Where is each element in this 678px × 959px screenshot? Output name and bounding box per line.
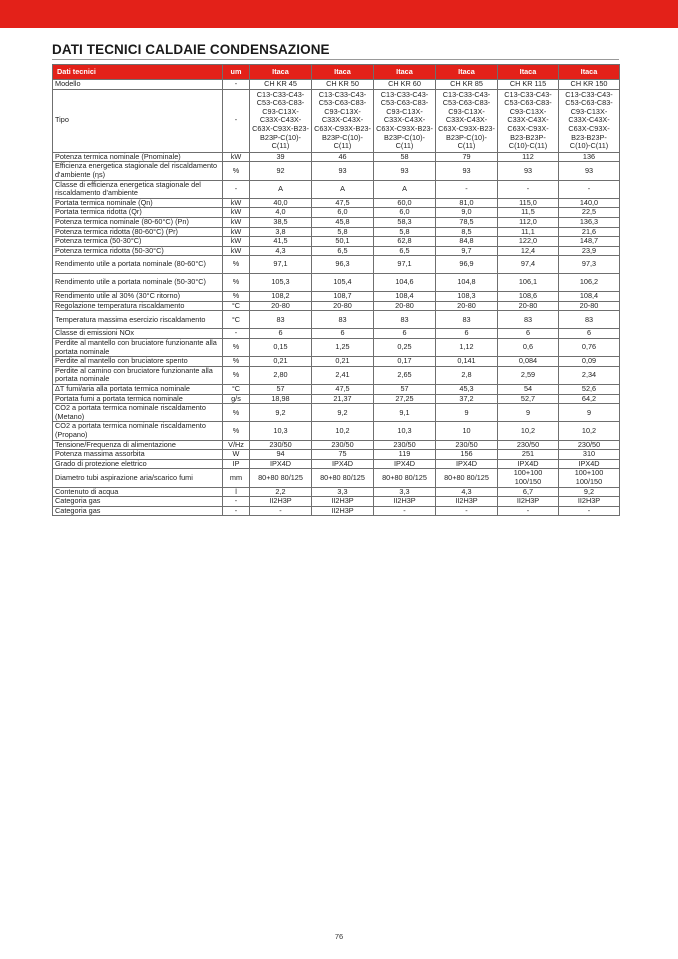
- table-row: [53, 404, 620, 422]
- row-value: IPX4D: [250, 459, 312, 469]
- row-value: 2,2: [250, 487, 312, 497]
- row-value: 251: [498, 450, 559, 460]
- row-value: 58: [374, 152, 436, 162]
- row-value: 106,1: [498, 274, 559, 292]
- row-value: 58,3: [374, 217, 436, 227]
- row-value: 96,3: [312, 256, 374, 274]
- row-unit: -: [223, 329, 250, 339]
- row-value: 83: [498, 311, 559, 329]
- row-value: 84,8: [436, 237, 498, 247]
- row-label: Portata termica nominale (Qn): [53, 198, 223, 208]
- row-value: 92: [250, 162, 312, 180]
- row-value: IPX4D: [436, 459, 498, 469]
- row-value: 9,1: [374, 404, 436, 422]
- row-value: 3,3: [374, 487, 436, 497]
- row-value: 5,8: [312, 227, 374, 237]
- row-value: 46: [312, 152, 374, 162]
- row-label: Perdite al mantello con bruciatore funzionante alla portata nominale: [53, 339, 223, 357]
- row-value: IPX4D: [374, 459, 436, 469]
- table-row: [53, 450, 620, 460]
- row-label: CO2 a portata termica nominale riscaldamento (Metano): [53, 404, 223, 422]
- table-row: [53, 237, 620, 247]
- row-label: Classe di emissioni NOx: [53, 329, 223, 339]
- row-value: 0,6: [498, 339, 559, 357]
- table-row: [53, 311, 620, 329]
- row-value: 93: [312, 162, 374, 180]
- row-label: Potenza termica ridotta (80-60°C) (Pr): [53, 227, 223, 237]
- header-cell-model: Itaca: [498, 65, 559, 80]
- row-value: 9: [559, 404, 620, 422]
- row-value: 105,3: [250, 274, 312, 292]
- row-value: 100+100 100/150: [559, 469, 620, 487]
- row-unit: %: [223, 357, 250, 367]
- row-value: -: [559, 506, 620, 516]
- row-value: 2,8: [436, 366, 498, 384]
- table-row: [53, 208, 620, 218]
- header-cell-model: Itaca: [436, 65, 498, 80]
- row-value: 9,2: [559, 487, 620, 497]
- table-row: [53, 366, 620, 384]
- row-unit: -: [223, 89, 250, 152]
- row-value: 230/50: [559, 440, 620, 450]
- row-value: 9: [436, 404, 498, 422]
- row-value: 3,3: [312, 487, 374, 497]
- row-value: 41,5: [250, 237, 312, 247]
- row-value: 112: [498, 152, 559, 162]
- row-label: Potenza massima assorbita: [53, 450, 223, 460]
- row-unit: %: [223, 422, 250, 440]
- row-value: 20-80: [498, 301, 559, 311]
- row-value: 6: [559, 329, 620, 339]
- row-unit: mm: [223, 469, 250, 487]
- row-label: Perdite al mantello con bruciatore spento: [53, 357, 223, 367]
- row-value: 21,6: [559, 227, 620, 237]
- table-row: [53, 469, 620, 487]
- row-value: -: [436, 180, 498, 198]
- row-unit: W: [223, 450, 250, 460]
- table-row: [53, 301, 620, 311]
- row-value: 38,5: [250, 217, 312, 227]
- row-value: 6: [374, 329, 436, 339]
- row-label: Potenza termica nominale (Pnominale): [53, 152, 223, 162]
- row-value: 20-80: [250, 301, 312, 311]
- row-value: 106,2: [559, 274, 620, 292]
- row-value: -: [559, 180, 620, 198]
- row-value: 104,6: [374, 274, 436, 292]
- row-value: 20-80: [559, 301, 620, 311]
- row-value: 81,0: [436, 198, 498, 208]
- table-row: [53, 180, 620, 198]
- row-value: II2H3P: [312, 497, 374, 507]
- row-label: CO2 a portata termica nominale riscaldamento (Propano): [53, 422, 223, 440]
- row-value: 45,3: [436, 385, 498, 395]
- row-value: 83: [250, 311, 312, 329]
- header-cell-label: Dati tecnici: [53, 65, 223, 80]
- row-value: A: [312, 180, 374, 198]
- row-value: A: [250, 180, 312, 198]
- row-value: C13-C33-C43-C53-C63-C83-C93-C13X-C33X-C43X-C63X-C93X-B23-B23P-C(10)-C(11): [312, 89, 374, 152]
- row-value: 80+80 80/125: [312, 469, 374, 487]
- row-value: C13-C33-C43-C53-C63-C83-C93-C13X-C33X-C43X-C63X-C93X-B23-B23P-C(10)-C(11): [498, 89, 559, 152]
- row-value: CH KR 85: [436, 80, 498, 90]
- row-value: 27,25: [374, 394, 436, 404]
- row-value: 136: [559, 152, 620, 162]
- row-value: 20-80: [436, 301, 498, 311]
- row-value: CH KR 115: [498, 80, 559, 90]
- row-value: 47,5: [312, 385, 374, 395]
- row-value: 8,5: [436, 227, 498, 237]
- row-value: 93: [436, 162, 498, 180]
- table-row: [53, 385, 620, 395]
- row-value: 80+80 80/125: [374, 469, 436, 487]
- header-cell-unit: um: [223, 65, 250, 80]
- row-value: II2H3P: [436, 497, 498, 507]
- table-row: [53, 292, 620, 302]
- row-value: 11,5: [498, 208, 559, 218]
- row-label: Perdite al camino con bruciatore funzionante alla portata nominale: [53, 366, 223, 384]
- row-value: 45,8: [312, 217, 374, 227]
- table-row: [53, 422, 620, 440]
- row-value: II2H3P: [559, 497, 620, 507]
- row-value: -: [498, 506, 559, 516]
- row-value: 4,3: [436, 487, 498, 497]
- row-value: 6: [312, 329, 374, 339]
- row-value: CH KR 45: [250, 80, 312, 90]
- row-label: Efficienza energetica stagionale del riscaldamento d'ambiente (ηs): [53, 162, 223, 180]
- row-value: 6,0: [374, 208, 436, 218]
- row-value: 10,2: [559, 422, 620, 440]
- row-label: Categoria gas: [53, 497, 223, 507]
- row-unit: kW: [223, 237, 250, 247]
- row-label: Portata fumi a portata termica nominale: [53, 394, 223, 404]
- row-value: 6: [250, 329, 312, 339]
- row-value: C13-C33-C43-C53-C63-C83-C93-C13X-C33X-C43X-C63X-C93X-B23-B23P-C(10)-C(11): [559, 89, 620, 152]
- row-unit: kW: [223, 198, 250, 208]
- row-label: ΔT fumi/aria alla portata termica nominale: [53, 385, 223, 395]
- row-value: 47,5: [312, 198, 374, 208]
- row-value: 62,8: [374, 237, 436, 247]
- row-value: 140,0: [559, 198, 620, 208]
- row-label: Tipo: [53, 89, 223, 152]
- row-value: -: [498, 180, 559, 198]
- row-value: 80+80 80/125: [250, 469, 312, 487]
- table-header-row: [53, 65, 620, 80]
- row-value: 230/50: [374, 440, 436, 450]
- row-value: 2,59: [498, 366, 559, 384]
- row-value: 1,12: [436, 339, 498, 357]
- row-value: IPX4D: [498, 459, 559, 469]
- table-row: [53, 274, 620, 292]
- row-value: 64,2: [559, 394, 620, 404]
- row-label: Categoria gas: [53, 506, 223, 516]
- row-value: 6: [436, 329, 498, 339]
- row-value: 0,21: [312, 357, 374, 367]
- row-unit: °C: [223, 311, 250, 329]
- row-value: 108,4: [374, 292, 436, 302]
- row-unit: %: [223, 162, 250, 180]
- row-value: 0,141: [436, 357, 498, 367]
- row-label: Grado di protezione elettrico: [53, 459, 223, 469]
- row-value: 0,084: [498, 357, 559, 367]
- row-value: CH KR 150: [559, 80, 620, 90]
- table-body: [53, 80, 620, 516]
- row-value: 12,4: [498, 246, 559, 256]
- row-value: 9,2: [250, 404, 312, 422]
- row-value: 57: [250, 385, 312, 395]
- row-value: 94: [250, 450, 312, 460]
- row-value: 100+100 100/150: [498, 469, 559, 487]
- row-unit: l: [223, 487, 250, 497]
- row-unit: -: [223, 497, 250, 507]
- row-value: 0,17: [374, 357, 436, 367]
- row-value: 83: [559, 311, 620, 329]
- row-value: 105,4: [312, 274, 374, 292]
- row-value: 108,2: [250, 292, 312, 302]
- row-value: 230/50: [436, 440, 498, 450]
- row-label: Diametro tubi aspirazione aria/scarico fumi: [53, 469, 223, 487]
- row-unit: kW: [223, 227, 250, 237]
- row-value: 83: [312, 311, 374, 329]
- row-value: 108,6: [498, 292, 559, 302]
- row-label: Tensione/Frequenza di alimentazione: [53, 440, 223, 450]
- row-value: 2,41: [312, 366, 374, 384]
- row-value: 115,0: [498, 198, 559, 208]
- table-row: [53, 217, 620, 227]
- row-value: 5,8: [374, 227, 436, 237]
- table-row: [53, 506, 620, 516]
- row-value: -: [250, 506, 312, 516]
- row-value: 97,1: [250, 256, 312, 274]
- row-value: 2,65: [374, 366, 436, 384]
- header-cell-model: Itaca: [312, 65, 374, 80]
- row-unit: g/s: [223, 394, 250, 404]
- row-value: 40,0: [250, 198, 312, 208]
- row-value: 60,0: [374, 198, 436, 208]
- row-value: 10: [436, 422, 498, 440]
- row-value: 20-80: [312, 301, 374, 311]
- row-value: C13-C33-C43-C53-C63-C83-C93-C13X-C33X-C43X-C63X-C93X-B23-B23P-C(10)-C(11): [250, 89, 312, 152]
- row-unit: %: [223, 274, 250, 292]
- row-value: 230/50: [250, 440, 312, 450]
- row-value: 52,6: [559, 385, 620, 395]
- row-unit: -: [223, 506, 250, 516]
- row-value: 9,7: [436, 246, 498, 256]
- row-value: 4,3: [250, 246, 312, 256]
- row-value: 9,0: [436, 208, 498, 218]
- row-value: II2H3P: [374, 497, 436, 507]
- row-value: 93: [374, 162, 436, 180]
- row-unit: %: [223, 366, 250, 384]
- row-value: IPX4D: [312, 459, 374, 469]
- page-number: 76: [334, 932, 344, 941]
- row-value: 83: [436, 311, 498, 329]
- row-value: 10,3: [250, 422, 312, 440]
- row-label: Temperatura massima esercizio riscaldamento: [53, 311, 223, 329]
- table-row: [53, 80, 620, 90]
- row-unit: kW: [223, 208, 250, 218]
- row-unit: %: [223, 292, 250, 302]
- row-value: 0,15: [250, 339, 312, 357]
- row-label: Rendimento utile al 30% (30°C ritorno): [53, 292, 223, 302]
- header-cell-model: Itaca: [250, 65, 312, 80]
- row-value: 52,7: [498, 394, 559, 404]
- row-value: 108,4: [559, 292, 620, 302]
- row-value: 0,09: [559, 357, 620, 367]
- row-value: 0,21: [250, 357, 312, 367]
- row-value: 93: [559, 162, 620, 180]
- row-value: 6: [498, 329, 559, 339]
- row-label: Portata termica ridotta (Qr): [53, 208, 223, 218]
- row-value: 10,2: [312, 422, 374, 440]
- row-unit: IP: [223, 459, 250, 469]
- table-row: [53, 339, 620, 357]
- row-value: 9,2: [312, 404, 374, 422]
- row-unit: %: [223, 256, 250, 274]
- row-value: 136,3: [559, 217, 620, 227]
- row-value: 50,1: [312, 237, 374, 247]
- row-value: 75: [312, 450, 374, 460]
- row-value: 20-80: [374, 301, 436, 311]
- table-row: [53, 497, 620, 507]
- row-value: 93: [498, 162, 559, 180]
- row-value: IPX4D: [559, 459, 620, 469]
- row-value: 10,3: [374, 422, 436, 440]
- row-value: CH KR 60: [374, 80, 436, 90]
- row-label: Classe di efficienza energetica stagionale del riscaldamento d'ambiente: [53, 180, 223, 198]
- row-value: 6,5: [312, 246, 374, 256]
- row-label: Potenza termica nominale (80-60°C) (Pn): [53, 217, 223, 227]
- row-value: 78,5: [436, 217, 498, 227]
- row-value: 96,9: [436, 256, 498, 274]
- row-value: 57: [374, 385, 436, 395]
- table-row: [53, 246, 620, 256]
- row-value: 108,7: [312, 292, 374, 302]
- table-row: [53, 162, 620, 180]
- row-value: 54: [498, 385, 559, 395]
- row-value: 0,25: [374, 339, 436, 357]
- row-value: 112,0: [498, 217, 559, 227]
- row-value: 10,2: [498, 422, 559, 440]
- table-row: [53, 256, 620, 274]
- row-unit: kW: [223, 246, 250, 256]
- row-value: -: [436, 506, 498, 516]
- row-value: 3,8: [250, 227, 312, 237]
- row-value: 122,0: [498, 237, 559, 247]
- row-value: 23,9: [559, 246, 620, 256]
- row-value: 156: [436, 450, 498, 460]
- row-label: Regolazione temperatura riscaldamento: [53, 301, 223, 311]
- row-value: 1,25: [312, 339, 374, 357]
- row-value: 83: [374, 311, 436, 329]
- row-value: 6,0: [312, 208, 374, 218]
- row-value: 6,7: [498, 487, 559, 497]
- row-value: 97,1: [374, 256, 436, 274]
- header-cell-model: Itaca: [559, 65, 620, 80]
- row-unit: °C: [223, 301, 250, 311]
- row-value: 97,3: [559, 256, 620, 274]
- row-value: 80+80 80/125: [436, 469, 498, 487]
- row-value: 310: [559, 450, 620, 460]
- row-value: 21,37: [312, 394, 374, 404]
- row-unit: °C: [223, 385, 250, 395]
- row-label: Rendimento utile a portata nominale (50-30°C): [53, 274, 223, 292]
- row-unit: kW: [223, 152, 250, 162]
- row-unit: V/Hz: [223, 440, 250, 450]
- row-value: 119: [374, 450, 436, 460]
- row-label: Rendimento utile a portata nominale (80-60°C): [53, 256, 223, 274]
- row-value: 104,8: [436, 274, 498, 292]
- row-label: Contenuto di acqua: [53, 487, 223, 497]
- row-value: C13-C33-C43-C53-C63-C83-C93-C13X-C33X-C43X-C63X-C93X-B23-B23P-C(10)-C(11): [436, 89, 498, 152]
- row-unit: kW: [223, 217, 250, 227]
- row-value: 18,98: [250, 394, 312, 404]
- table-row: [53, 89, 620, 152]
- row-value: 97,4: [498, 256, 559, 274]
- table-row: [53, 357, 620, 367]
- technical-data-table: [52, 64, 620, 516]
- row-value: 11,1: [498, 227, 559, 237]
- row-value: 79: [436, 152, 498, 162]
- row-value: CH KR 50: [312, 80, 374, 90]
- row-value: 39: [250, 152, 312, 162]
- row-value: A: [374, 180, 436, 198]
- row-value: 6,5: [374, 246, 436, 256]
- row-value: II2H3P: [498, 497, 559, 507]
- row-value: 9: [498, 404, 559, 422]
- row-value: 4,0: [250, 208, 312, 218]
- row-value: C13-C33-C43-C53-C63-C83-C93-C13X-C33X-C43X-C63X-C93X-B23-B23P-C(10)-C(11): [374, 89, 436, 152]
- header-cell-model: Itaca: [374, 65, 436, 80]
- row-value: 230/50: [498, 440, 559, 450]
- row-value: II2H3P: [250, 497, 312, 507]
- row-value: 2,34: [559, 366, 620, 384]
- row-value: 108,3: [436, 292, 498, 302]
- row-value: 0,76: [559, 339, 620, 357]
- row-unit: -: [223, 80, 250, 90]
- row-value: 148,7: [559, 237, 620, 247]
- row-label: Modello: [53, 80, 223, 90]
- row-value: 22,5: [559, 208, 620, 218]
- row-label: Potenza termica ridotta (50-30°C): [53, 246, 223, 256]
- row-value: -: [374, 506, 436, 516]
- row-value: II2H3P: [312, 506, 374, 516]
- row-label: Potenza termica (50-30°C): [53, 237, 223, 247]
- page-title: DATI TECNICI CALDAIE CONDENSAZIONE: [52, 42, 330, 57]
- row-unit: -: [223, 180, 250, 198]
- row-value: 37,2: [436, 394, 498, 404]
- row-unit: %: [223, 339, 250, 357]
- top-red-bar: [0, 0, 678, 28]
- title-divider: [52, 59, 619, 60]
- row-unit: %: [223, 404, 250, 422]
- row-value: 2,80: [250, 366, 312, 384]
- row-value: 230/50: [312, 440, 374, 450]
